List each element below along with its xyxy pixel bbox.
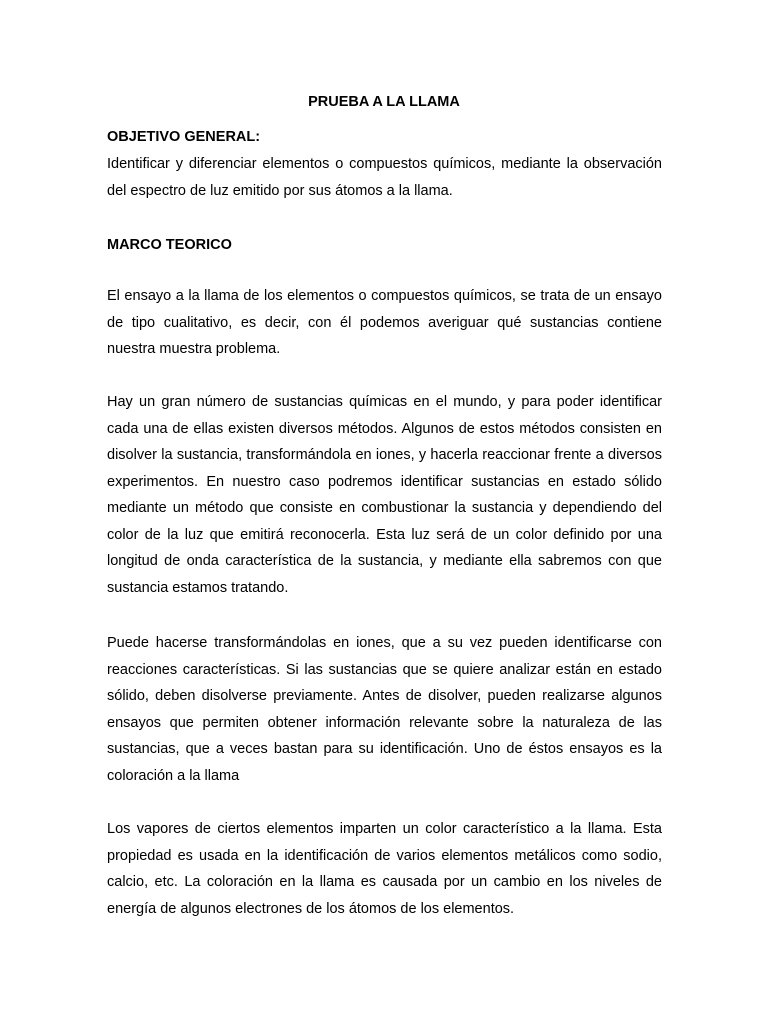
body-paragraph-4: Los vapores de ciertos elementos imparten un color característico a la llama. Esta propiedad es usada en la identificación de varios elementos metálicos como sodio, calcio, etc. La coloración en la llama es causada por un cambio en los niveles de energía de algunos electrones de los átomos de los elementos. bbox=[107, 821, 662, 917]
objective-paragraph: Identificar y diferenciar elementos o compuestos químicos, mediante la observación del espectro de luz emitido por sus átomos a la llama. bbox=[107, 156, 662, 199]
framework-heading: MARCO TEORICO bbox=[107, 237, 232, 253]
objective-heading: OBJETIVO GENERAL: bbox=[107, 129, 261, 145]
body-paragraph-1: El ensayo a la llama de los elementos o compuestos químicos, se trata de un ensayo de tipo cualitativo, es decir, con él podemos averiguar qué sustancias contiene nuestra muestra problema. bbox=[107, 288, 662, 357]
body-paragraph-2: Hay un gran número de sustancias químicas en el mundo, y para poder identificar cada una de ellas existen diversos métodos. Algunos de estos métodos consisten en disolver la sustancia, transformándola en iones, y hacerla reaccionar frente a diversos experimentos. En nuestro caso podremos identificar sustancias en estado sólido mediante un método que consiste en combustionar la sustancia y dependiendo del color de la luz que emitirá reconocerla. Esta luz será de un color definido por una longitud de onda característica de la sustancia, y mediante ella sabremos con que sustancia estamos tratando. bbox=[107, 394, 662, 596]
document-title: PRUEBA A LA LLAMA bbox=[308, 94, 460, 110]
body-paragraph-3: Puede hacerse transformándolas en iones, que a su vez pueden identificarse con reacciones características. Si las sustancias que se quiere analizar están en estado sólido, deben disolverse previamente. Antes de disolver, pueden realizarse algunos ensayos que permiten obtener información relevante sobre la naturaleza de las sustancias, que a veces bastan para su identificación. Uno de éstos ensayos es la coloración a la llama bbox=[107, 635, 662, 784]
